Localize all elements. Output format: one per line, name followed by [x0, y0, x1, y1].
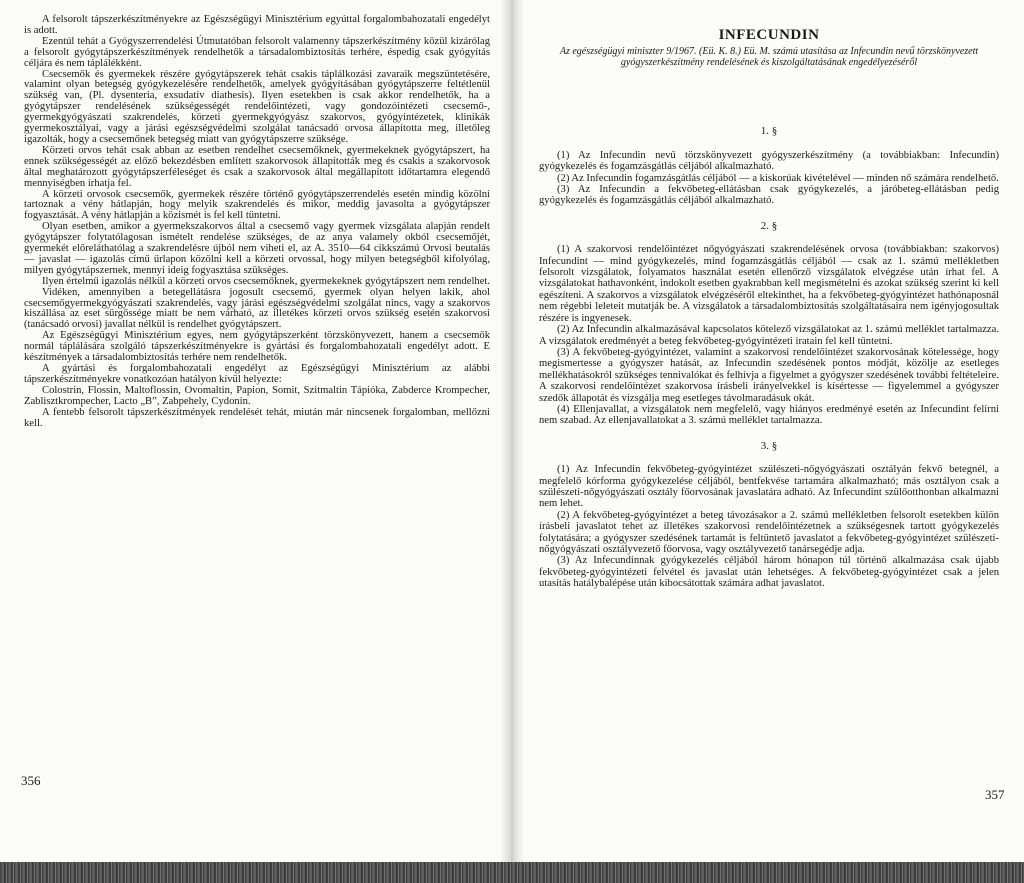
section-heading: 3. § [760, 439, 778, 452]
paragraph: (2) Az Infecundin fogamzásgátlás céljából — a kiskorúak kivételével — minden nő számára rendelhető. [557, 172, 999, 184]
paragraph: A gyártási és forgalombahozatali engedélyt az Egészségügyi Minisztérium az alábbi tápszerkészítményekre vonatkozóan hatályon kívül helyezte: [24, 363, 490, 385]
page-number-left: 356 [21, 773, 41, 788]
paragraph: (3) Az Infecundinnak gyógykezelés céljából három hónapon túl történő alkalmazása csak újabb fekvőbeteg-gyógyintézeti felvétel és javaslat után lehetséges. A fekvőbeteg-gyógyintézet csak a jelen utasítás hatálybalépése után kibocsátottak számára adhat javaslatot. [539, 555, 999, 590]
paragraph: Ilyen értelmű igazolás nélkül a körzeti orvos csecsemőknek, gyermekeknek gyógytápszert nem rendelhet. [42, 275, 491, 287]
section-heading: 1. § [760, 125, 778, 138]
book-gutter [500, 0, 524, 883]
paragraph: Az Egészségügyi Minisztérium egyes, nem gyógytápszerként törzskönyvezett, hanem a csecsemők normál táplálására szolgáló tápszerkészítményekre is gyártási és forgalombahozatali engedélyt adott. E készítmények a társadalombiztosítás terhére nem rendelhetők. [24, 330, 490, 364]
paragraph: Ezentúl tehát a Gyógyszerrendelési Útmutatóban felsorolt valamenny tápszerkészítmény közül kizárólag a felsorolt gyógytápszerkészítmények rendelhetők a társadalombiztosítás terhére, éspedig csak gyógyítás céljára és nem táplálékként. [24, 35, 490, 69]
paragraph: (2) A fekvőbeteg-gyógyintézet a beteg távozásakor a 2. számú mellékletben felsorolt esetekben külön írásbeli javaslatot tehet az illetékes szakorvosi rendelőintézetnek a szükségesnek tartott gyógykezelés folytatására; a gyógyszer szedésének tartamát is feltüntető javaslatot a fekvőbeteg-gyógyintézet szülészeti-nőgyógyászati osztályvezető főorvosa, vagy osztályvezető tanársegédje adja. [539, 509, 999, 555]
paragraph: Csecsemők és gyermekek részére gyógytápszerek tehát csakis táplálkozási zavaraik megszüntetésére, valamint olyan betegség gyógykezelésére rendelhetők, amelyek gyógyításában gyógytápszerre feltétlenül szükség van, (Pl. dysenteria, exsudatív diathesis). Ilyen esetekben is csak akkor rendelhetők, ha a gyógytápszer rendelésének szükségességét rendelőintézeti, vagy gondozóintézeti csecsemő-, gyermekgyógyászati szakrendelés, körzeti gyermekgyógyász szakorvos, gyógyintézetek, klinikák gyermekosztályai, vagy a járási egészségvédelmi szolgálat tanácsadó orvosa állapította meg, illetőleg igazolták, hogy a csecsemőnek betegség miatt van gyógytápszerre szüksége. [24, 68, 490, 145]
paragraph: (1) A szakorvosi rendelőintézet nőgyógyászati szakrendelésének orvosa (továbbiakban: szakorvos) Infecundint — mind gyógykezelés, mind fogamzásgátlás céljából — csak az 1. számú mellékletben felsorolt vizsgálatok, folyamatos használat esetén ellenőrző vizsgálatok elvégzése után írhat fel. A vizsgálatokat hathavonként, indokolt esetben gyakrabban kell megismételni és azokat szükség szerint ki kell egészíteni. A szakorvos a vizsgálatok elvégzéséről eltekinthet, ha a fekvőbeteg-gyógyintézet hathónaposnál nem régebbi leleteit mutatják be. A vizsgálatok a társadalombiztosítás szolgáltatásaira nem igényjogosultak részére is ingyenesek. [539, 244, 999, 324]
paragraph: Olyan esetben, amikor a gyermekszakorvos által a csecsemő vagy gyermek vizsgálata alapján rendelt gyógytápszer folytatólagosan ismételt rendelése szükséges, de az anya valamely okból csecsemőjét, gyermekét előreláthatólag a szakrendelésre újból nem viheti el, az A. 3510—64 cikkszámú Orvosi beutalás — javaslat — igazolás című űrlapon közölni kell a körzeti orvossal, hogy milyen betegségből kifolyólag, milyen gyógytápszernek, mennyi ideig fogyasztása szükséges. [24, 221, 490, 276]
paragraph: A fentebb felsorolt tápszerkészítmények rendelését tehát, miután már nincsenek forgalomban, mellőzni kell. [24, 406, 490, 429]
paragraph: (3) Az Infecundin a fekvőbeteg-ellátásban csak gyógykezelés, a járóbeteg-ellátásban pedig gyógykezelés és fogamzásgátlás céljából alkalmazható. [539, 184, 999, 207]
left-page-text [24, 15, 490, 429]
paragraph: A körzeti orvosok csecsemők, gyermekek részére történő gyógytápszerrendelés esetén mindig közölni tartoznak a vény hátlapján, hogy melyik szakrendelés és mikor, meddig javasolta a gyógytápszer fogyasztását. A vény hátlapján a közismét is fel kell tüntetni. [24, 188, 490, 222]
paragraph: (2) Az Infecundin alkalmazásával kapcsolatos kötelező vizsgálatokat az 1. számú melléklet tartalmazza. A vizsgálatok eredményét a beteg fekvőbeteg-gyógyintézeti iratain fel kell tüntetni. [539, 324, 999, 347]
document-subtitle: Az egészségügyi miniszter 9/1967. (Eü. K. 8.) Eü. M. számú utasítása az Infecundin nevű törzskönyvezett gyógyszerkészítmény rendelésének és kiszolgáltatásának engedélyezéséről [559, 46, 979, 68]
paragraph: Vidéken, amennyiben a betegellátásra jogosult csecsemő, gyermek olyan helyen lakik, ahol csecsemőgyermekgyógyászati szakrendelés, vagy járási egészségvédelmi szolgálat nincs, vagy a szakorvos kiszállása az eset sürgőssége miatt be nem várható, az illetékes körzeti orvos szükség esetén szakorvosi (tanácsadó orvosi) javallat nélkül is rendelhet gyógytápszert. [24, 286, 490, 331]
paragraph: Colostrin, Flossin, Maltoflossin, Ovomaltin, Papion, Somit, Szitmaltin Tápióka, Zabderce Krompecher, Zablisztkrompecher, Lacto „B”, Zabpehely, Cydonin. [24, 384, 490, 407]
scan-edge [0, 862, 1024, 883]
paragraph: (4) Ellenjavallat, a vizsgálatok nem megfelelő, vagy hiányos eredményé esetén az Infecundint felírni nem szabad. Az ellenjavallatokat a 3. számú melléklet tartalmazza. [539, 403, 999, 427]
paragraph: A felsorolt tápszerkészítményekre az Egészségügyi Minisztérium egyúttal forgalombahozatali engedélyt is adott. [24, 14, 490, 36]
section-heading: 2. § [760, 219, 778, 232]
paragraph: (1) Az Infecundin nevű törzskönyvezett gyógyszerkészítmény (a továbbiakban: Infecundin) gyógykezelés és fogamzásgátlás céljából alkalmazható. [539, 149, 999, 173]
page-number-right: 357 [985, 787, 1005, 802]
paragraph: (1) Az Infecundin fekvőbeteg-gyógyintézet szülészeti-nőgyógyászati osztályán fekvő betegnél, a megfelelő kórforma gyógykezelése céljából, bentfekvése tartamára alkalmazható; más osztályon csak a szülészeti-nőgyógyászati osztály főorvosának javaslatára adható. Az Infecundint szülőotthonban alkalmazni nem lehet. [539, 464, 999, 510]
right-page-text [539, 27, 999, 590]
paragraph: (3) A fekvőbeteg-gyógyintézet, valamint a szakorvosi rendelőintézet szakorvosának kötelessége, hogy megismertesse a gyógyszer hatását, az Infecundin szedésének pontos módját, közölje az esetleges mellékhatásokról szükséges tennivalókat és felhívja a figyelmet a gyógyszer szedésének további feltételeire. A szakorvosi rendelőintézet szakorvosa írásbeli irányelvekkel is kísértesse — figyelemmel a gyógyszer szedők állapotát és vizsgálja meg esetleges távolmaradásuk okát. [539, 346, 999, 404]
paragraph: Körzeti orvos tehát csak abban az esetben rendelhet csecsemőknek, gyermekeknek gyógytápszert, ha ennek szükségességét az előző bekezdésben említett szakorvosok állapították meg és csakis a szakorvosok által meghatározott gyógytápszerféleséget és csak a szakorvosok által megállapított időtartamra elegendő mennyiségben írhatja fel. [24, 144, 490, 189]
document-title: INFECUNDIN [718, 27, 820, 43]
